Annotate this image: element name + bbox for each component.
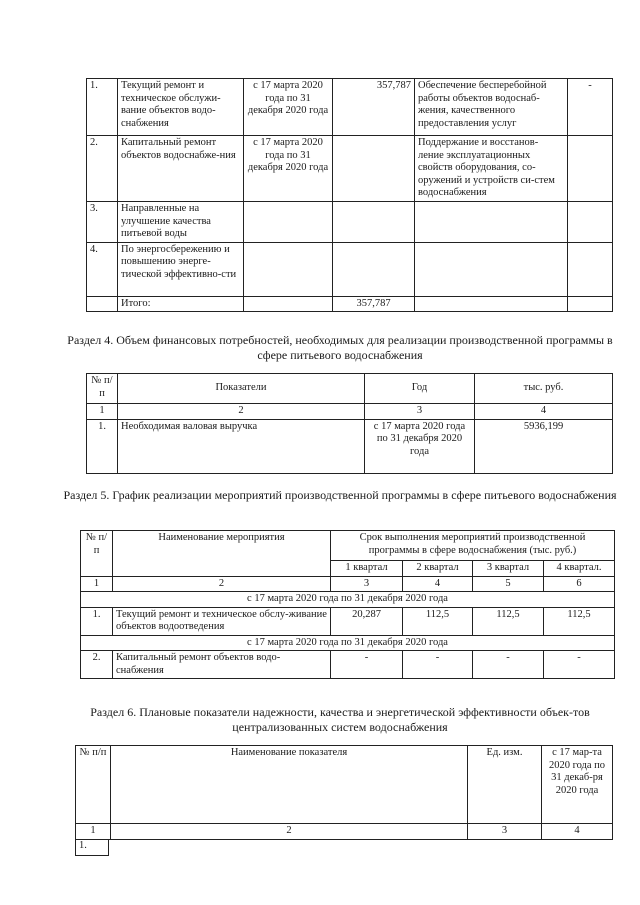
q2-value: 112,5 (403, 607, 473, 635)
index-cell: 5 (473, 576, 544, 592)
header-unit: Ед. изм. (468, 746, 542, 824)
index-cell: 3 (468, 824, 542, 840)
index-cell: 4 (475, 404, 613, 420)
header-amount: тыс. руб. (475, 374, 613, 404)
section-6-title: Раздел 6. Плановые показатели надежности, качества и энергетической эффективности объек-тов централизованных систем водоснабжения (90, 705, 590, 734)
measure-purpose: Обеспечение бесперебойной работы объектов водоснаб-жения, качественного предоставления услуг (415, 79, 568, 136)
table-financial-needs (86, 373, 613, 474)
q4-value: 112,5 (544, 607, 615, 635)
table-row (81, 651, 615, 679)
row-number: 2. (81, 651, 113, 679)
measure-period: с 17 марта 2020 года по 31 декабря 2020 года (244, 79, 333, 136)
row-number: 1. (87, 419, 118, 473)
header-q3: 3 квартал (473, 561, 544, 577)
measure-period: с 17 марта 2020 года по 31 декабря 2020 года (244, 136, 333, 202)
index-cell: 4 (403, 576, 473, 592)
index-cell: 1 (87, 404, 118, 420)
measure-extra (568, 202, 613, 243)
measure-period (244, 202, 333, 243)
table-row (87, 79, 613, 136)
measure-purpose: Поддержание и восстанов-ление эксплуатационных свойств оборудования, со-оружений и устройств си-стем водоснабжения (415, 136, 568, 202)
table-row (87, 136, 613, 202)
total-label: Итого: (118, 296, 244, 312)
q4-value: - (544, 651, 615, 679)
header-num: № п/п (87, 374, 118, 404)
q3-value: - (473, 651, 544, 679)
row-number: 1. (87, 79, 118, 136)
table-header-row (81, 531, 615, 561)
q3-value: 112,5 (473, 607, 544, 635)
index-cell: 2 (118, 404, 365, 420)
measure-name: Капитальный ремонт объектов водо-снабжения (113, 651, 331, 679)
header-term: Срок выполнения мероприятий производственной программы в сфере водоснабжения (тыс. руб.) (331, 531, 615, 561)
indicator-value: 5936,199 (475, 419, 613, 473)
measure-amount (333, 136, 415, 202)
period-row (81, 592, 615, 608)
row-number: 1. (75, 839, 109, 856)
indicator-name: Необходимая валовая выручка (118, 419, 365, 473)
index-cell: 6 (544, 576, 615, 592)
measure-extra (568, 242, 613, 296)
measure-name: По энергосбережению и повышению энерге-тической эффективно-сти (118, 242, 244, 296)
measure-name: Капитальный ремонт объектов водоснабже-ния (118, 136, 244, 202)
row-number: 1. (81, 607, 113, 635)
measure-amount (333, 202, 415, 243)
header-q4: 4 квартал. (544, 561, 615, 577)
index-row (81, 576, 615, 592)
index-cell: 2 (113, 576, 331, 592)
period-row (81, 635, 615, 651)
header-year: Год (365, 374, 475, 404)
measure-amount (333, 242, 415, 296)
measure-name: Текущий ремонт и техническое обслужи-вание объектов водо-снабжения (118, 79, 244, 136)
index-cell: 1 (81, 576, 113, 592)
total-row (87, 296, 613, 312)
period-label: с 17 марта 2020 года по 31 декабря 2020 года (81, 592, 615, 608)
q2-value: - (403, 651, 473, 679)
table-header-row (76, 746, 613, 824)
header-period: с 17 мар-та 2020 года по 31 декаб-ря 2020 года (542, 746, 613, 824)
measure-period (244, 242, 333, 296)
row-number: 3. (87, 202, 118, 243)
header-q1: 1 квартал (331, 561, 403, 577)
row-number: 4. (87, 242, 118, 296)
index-cell: 2 (111, 824, 468, 840)
header-num: № п/п (76, 746, 111, 824)
table-row (87, 419, 613, 473)
index-cell: 1 (76, 824, 111, 840)
table-indicators (75, 745, 613, 840)
indicator-period: с 17 марта 2020 года по 31 декабря 2020 года (365, 419, 475, 473)
section-4-title: Раздел 4. Объем финансовых потребностей, необходимых для реализации производственной программы в сфере питьевого водоснабжения (67, 333, 613, 362)
table-header-row (87, 374, 613, 404)
q1-value: - (331, 651, 403, 679)
measure-purpose (415, 242, 568, 296)
measure-extra: - (568, 79, 613, 136)
period-label: с 17 марта 2020 года по 31 декабря 2020 года (81, 635, 615, 651)
row-number: 2. (87, 136, 118, 202)
q1-value: 20,287 (331, 607, 403, 635)
index-cell: 4 (542, 824, 613, 840)
section-5-title: Раздел 5. График реализации мероприятий производственной программы в сфере питьевого водоснабжения (63, 488, 617, 502)
index-cell: 3 (365, 404, 475, 420)
table-measures (86, 78, 613, 312)
header-name: Наименование мероприятия (113, 531, 331, 577)
measure-name: Текущий ремонт и техническое обслу-живание объектов водоотведения (113, 607, 331, 635)
measure-extra (568, 136, 613, 202)
measure-name: Направленные на улучшение качества питьевой воды (118, 202, 244, 243)
index-cell: 3 (331, 576, 403, 592)
header-indicator: Наименование показателя (111, 746, 468, 824)
measure-purpose (415, 202, 568, 243)
index-row (87, 404, 613, 420)
table-row (87, 202, 613, 243)
total-amount: 357,787 (333, 296, 415, 312)
header-indicator: Показатели (118, 374, 365, 404)
table-schedule (80, 530, 615, 679)
table-row (87, 242, 613, 296)
measure-amount: 357,787 (333, 79, 415, 136)
index-row (76, 824, 613, 840)
header-num: № п/п (81, 531, 113, 577)
table-row (81, 607, 615, 635)
header-q2: 2 квартал (403, 561, 473, 577)
